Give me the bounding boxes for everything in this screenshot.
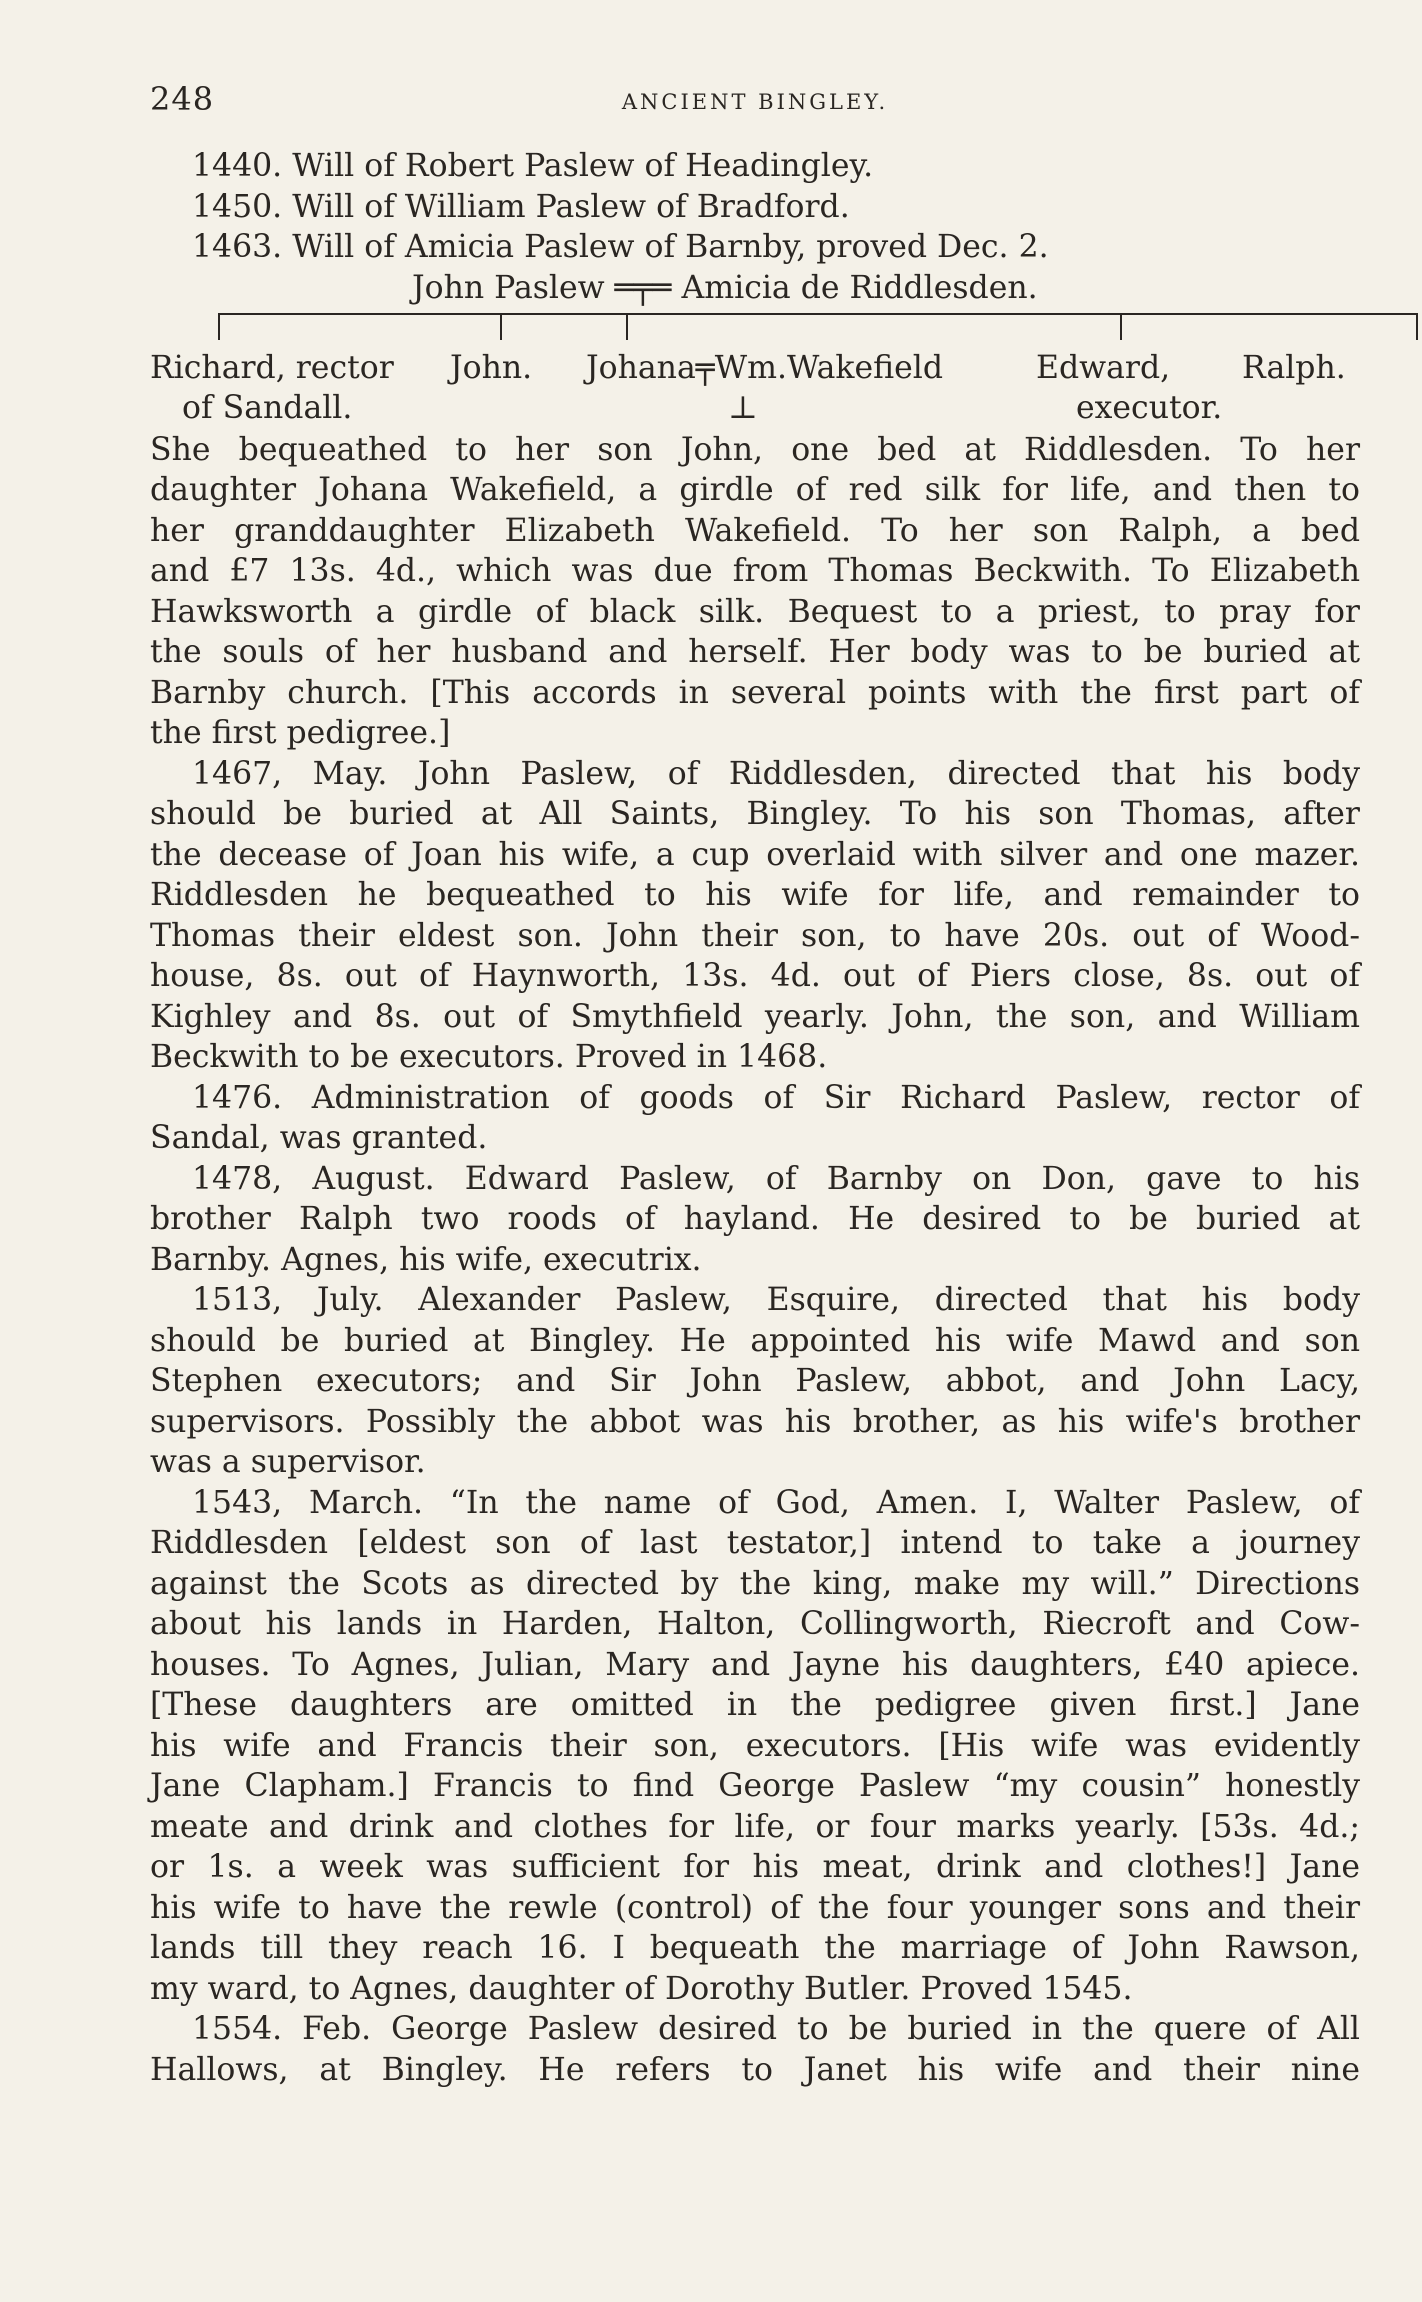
pedigree-child: Richard, rector bbox=[150, 349, 394, 386]
text-line: was a supervisor. bbox=[150, 1444, 426, 1480]
pedigree-tick bbox=[1120, 314, 1122, 340]
page-number: 248 bbox=[150, 80, 215, 118]
will-entry: 1440. Will of Robert Paslew of Headingley. bbox=[192, 148, 874, 184]
text-line: the decease of Joan his wife, a cup overlaid with silver and one mazer. bbox=[150, 836, 1360, 873]
text-line: and £7 13s. 4d., which was due from Thomas Beckwith. To Elizabeth bbox=[150, 553, 1360, 589]
pedigree-note: executor. bbox=[1076, 389, 1223, 426]
text-line: houses. To Agnes, Julian, Mary and Jayne his daughters, £40 apiece. bbox=[150, 1646, 1360, 1683]
text-line: 1467, May. John Paslew, of Riddlesden, directed that his body bbox=[192, 755, 1360, 792]
text-line: about his lands in Harden, Halton, Collingworth, Riecroft and Cow- bbox=[150, 1606, 1360, 1642]
paragraphs bbox=[150, 430, 1360, 2091]
text-line: 1513, July. Alexander Paslew, Esquire, directed that his body bbox=[192, 1282, 1360, 1318]
text-line: meate and drink and clothes for life, or four marks yearly. [53s. 4d.; bbox=[150, 1808, 1360, 1845]
pedigree-note: of Sandall. bbox=[182, 389, 353, 426]
pedigree-tick bbox=[1416, 314, 1418, 340]
text-line: the first pedigree.] bbox=[150, 715, 451, 751]
body-text bbox=[150, 146, 1360, 2090]
text-line: his wife and Francis their son, executors. [His wife was evidently bbox=[150, 1727, 1360, 1764]
pedigree-tick bbox=[500, 314, 502, 340]
text-line: house, 8s. out of Haynworth, 13s. 4d. out of Piers close, 8s. out of bbox=[150, 958, 1360, 994]
text-line: Beckwith to be executors. Proved in 1468. bbox=[150, 1039, 828, 1075]
text-line: Barnby church. [This accords in several points with the first part of bbox=[150, 674, 1360, 711]
pedigree-descent-mark: ⊥ bbox=[728, 389, 758, 426]
text-line: Stephen executors; and Sir John Paslew, abbot, and John Lacy, bbox=[150, 1363, 1360, 1399]
text-line: Riddlesden he bequeathed to his wife for life, and remainder to bbox=[150, 877, 1360, 913]
pedigree-chart bbox=[150, 268, 1360, 430]
text-line: daughter Johana Wakefield, a girdle of red silk for life, and then to bbox=[150, 472, 1360, 508]
pedigree-child: Ralph. bbox=[1242, 349, 1346, 386]
paragraph bbox=[150, 1483, 1360, 2010]
text-line: Riddlesden [eldest son of last testator,] intend to take a journey bbox=[150, 1525, 1360, 1561]
text-line: lands till they reach 16. I bequeath the marriage of John Rawson, bbox=[150, 1930, 1360, 1966]
text-line: Hawksworth a girdle of black silk. Bequest to a priest, to pray for bbox=[150, 593, 1360, 630]
text-line: 1554. Feb. George Paslew desired to be buried in the quere of All bbox=[192, 2011, 1360, 2047]
text-line: her granddaughter Elizabeth Wakefield. To her son Ralph, a bed bbox=[150, 512, 1360, 549]
text-line: or 1s. a week was sufficient for his meat, drink and clothes!] Jane bbox=[150, 1849, 1360, 1885]
text-line: Thomas their eldest son. John their son, to have 20s. out of Wood- bbox=[150, 917, 1360, 954]
pedigree-child: John. bbox=[450, 349, 533, 386]
paragraph bbox=[150, 2009, 1360, 2090]
text-line: Hallows, at Bingley. He refers to Janet his wife and their nine bbox=[150, 2051, 1360, 2088]
text-line: the souls of her husband and herself. Her body was to be buried at bbox=[150, 634, 1360, 670]
will-entry: 1463. Will of Amicia Paslew of Barnby, proved Dec. 2. bbox=[192, 229, 1049, 265]
text-line: brother Ralph two roods of hayland. He desired to be buried at bbox=[150, 1201, 1360, 1237]
text-line: supervisors. Possibly the abbot was his brother, as his wife's brother bbox=[150, 1403, 1360, 1440]
text-line: against the Scots as directed by the king, make my will.” Directions bbox=[150, 1565, 1360, 1602]
text-line: should be buried at Bingley. He appointed his wife Mawd and son bbox=[150, 1322, 1360, 1359]
text-line: Jane Clapham.] Francis to find George Paslew “my cousin” honestly bbox=[150, 1768, 1360, 1804]
text-line: my ward, to Agnes, daughter of Dorothy Butler. Proved 1545. bbox=[150, 1970, 1133, 2007]
pedigree-child: Edward, bbox=[1036, 349, 1171, 386]
paragraph bbox=[150, 1078, 1360, 1159]
text-line: Barnby. Agnes, his wife, executrix. bbox=[150, 1241, 702, 1278]
text-line: should be buried at All Saints, Bingley. To his son Thomas, after bbox=[150, 796, 1360, 832]
paragraph bbox=[150, 430, 1360, 754]
text-line: She bequeathed to her son John, one bed at Riddlesden. To her bbox=[150, 431, 1360, 468]
text-line: Sandal, was granted. bbox=[150, 1120, 488, 1156]
paragraph bbox=[150, 1280, 1360, 1483]
running-title: ANCIENT BINGLEY. bbox=[621, 90, 889, 114]
pedigree-tick bbox=[626, 314, 628, 340]
text-line: his wife to have the rewle (control) of the four younger sons and their bbox=[150, 1889, 1360, 1926]
pedigree-child: Johana╤Wm.Wakefield bbox=[586, 349, 943, 386]
pedigree-tick bbox=[218, 314, 220, 340]
text-line: Kighley and 8s. out of Smythfield yearly. John, the son, and William bbox=[150, 998, 1360, 1035]
paragraph bbox=[150, 754, 1360, 1078]
text-line: [These daughters are omitted in the pedigree given first.] Jane bbox=[150, 1687, 1360, 1723]
text-line: 1478, August. Edward Paslew, of Barnby on Don, gave to his bbox=[192, 1160, 1360, 1197]
text-line: 1476. Administration of goods of Sir Richard Paslew, rector of bbox=[192, 1079, 1360, 1116]
paragraph bbox=[150, 1159, 1360, 1281]
running-head bbox=[150, 80, 1360, 120]
pedigree-line bbox=[218, 313, 1418, 315]
will-entry: 1450. Will of William Paslew of Bradford. bbox=[192, 188, 850, 225]
pedigree-parents: John Paslew ═╤═ Amicia de Riddlesden. bbox=[412, 269, 1038, 306]
text-line: 1543, March. “In the name of God, Amen. I, Walter Paslew, of bbox=[192, 1484, 1360, 1521]
